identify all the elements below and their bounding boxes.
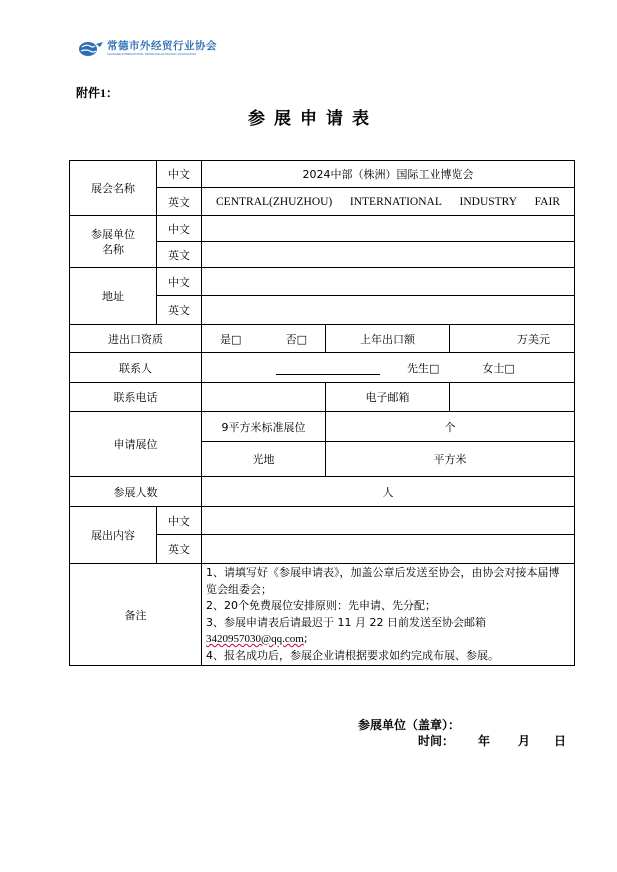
application-form-table <box>69 160 575 666</box>
address-cn-input[interactable] <box>202 268 575 296</box>
exhibit-cn-input[interactable] <box>202 507 575 535</box>
address-cn-label: 中文 <box>157 268 202 296</box>
exhibit-en-input[interactable] <box>202 535 575 564</box>
exhibitor-name-label: 参展单位 名称 <box>70 216 157 268</box>
expo-en-word: INTERNATIONAL <box>349 195 442 208</box>
expo-name-en-value <box>202 188 575 216</box>
phone-label: 联系电话 <box>70 383 202 412</box>
logo-chinese-name: 常德市外经贸行业协会 <box>107 40 217 52</box>
note-3: 3、参展申请表后请最迟于 11 月 22 日前发送至协会邮箱 <box>206 615 486 629</box>
notes-content <box>202 564 575 666</box>
sqm-unit: 平方米 <box>433 453 467 466</box>
email-label: 电子邮箱 <box>326 383 450 412</box>
mr-checkbox[interactable]: 先生□ <box>407 361 440 375</box>
exhibit-cn-label: 中文 <box>157 507 202 535</box>
expo-name-en-label: 英文 <box>157 188 202 216</box>
booth-unit: 个 <box>444 420 456 434</box>
expo-name-cn-label: 中文 <box>157 161 202 188</box>
contact-input-cell[interactable] <box>202 353 575 383</box>
email-input[interactable] <box>450 383 575 412</box>
globe-logo-icon <box>76 40 104 58</box>
year-label: 年 <box>478 734 491 748</box>
exhibitor-cn-input[interactable] <box>202 216 575 242</box>
standard-booth-label: 9平方米标准展位 <box>202 412 326 442</box>
raw-space-label: 光地 <box>202 442 326 477</box>
note-3-email-line: 3420957030@qq.com; <box>206 632 308 645</box>
note-1: 1、请填写好《参展申请表》，加盖公章后发送至协会，由协会对接本届博览会组委会； <box>206 566 560 596</box>
booth-label: 申请展位 <box>70 412 202 477</box>
trade-qualification-label: 进出口资质 <box>70 325 202 353</box>
expo-name-label: 展会名称 <box>70 161 157 216</box>
ms-checkbox[interactable]: 女士□ <box>482 361 515 375</box>
logo-english-name: CHANGDE INTERNATIONAL TRADE AND ECONOMIC ASSOCIATION <box>107 52 197 56</box>
contact-label: 联系人 <box>70 353 202 383</box>
amount-unit: 万美元 <box>517 332 550 346</box>
yes-checkbox[interactable]: 是□ <box>220 332 242 346</box>
raw-space-input[interactable] <box>326 442 575 477</box>
last-year-export-label: 上年出口额 <box>326 325 450 353</box>
contact-name-blank[interactable] <box>276 362 380 375</box>
date-row <box>418 732 566 749</box>
export-amount-input[interactable] <box>450 325 575 353</box>
standard-booth-input[interactable] <box>326 412 575 442</box>
association-email: 3420957030@qq.com <box>206 633 304 645</box>
address-label: 地址 <box>70 268 157 325</box>
exhibitor-cn-label: 中文 <box>157 216 202 242</box>
signature-label: 参展单位（盖章）： <box>358 718 461 732</box>
people-count-input[interactable] <box>202 477 575 507</box>
attachment-label: 附件1： <box>76 86 119 100</box>
exhibit-en-label: 英文 <box>157 535 202 564</box>
people-count-label: 参展人数 <box>70 477 202 507</box>
address-en-label: 英文 <box>157 296 202 325</box>
page-title: 参展申请表 <box>248 109 378 129</box>
note-4: 4、报名成功后，参展企业请根据要求如约完成布展、参展。 <box>206 648 499 662</box>
expo-name-cn-value: 2024中部（株洲）国际工业博览会 <box>202 161 575 188</box>
trade-qualification-options[interactable] <box>202 325 326 353</box>
phone-input[interactable] <box>202 383 326 412</box>
no-checkbox[interactable]: 否□ <box>285 332 307 346</box>
expo-en-word: FAIR <box>534 195 560 208</box>
expo-en-word: CENTRAL(ZHUZHOU) <box>216 195 333 208</box>
people-unit: 人 <box>382 485 394 499</box>
expo-en-word: INDUSTRY <box>459 195 518 208</box>
exhibit-content-label: 展出内容 <box>70 507 157 564</box>
exhibitor-en-input[interactable] <box>202 242 575 268</box>
day-label: 日 <box>554 734 567 748</box>
association-logo <box>76 40 217 58</box>
month-label: 月 <box>518 734 531 748</box>
note-2: 2、20个免费展位安排原则：先申请、先分配； <box>206 599 436 612</box>
exhibitor-en-label: 英文 <box>157 242 202 268</box>
notes-label: 备注 <box>70 564 202 666</box>
address-en-input[interactable] <box>202 296 575 325</box>
time-label: 时间： <box>418 734 455 748</box>
